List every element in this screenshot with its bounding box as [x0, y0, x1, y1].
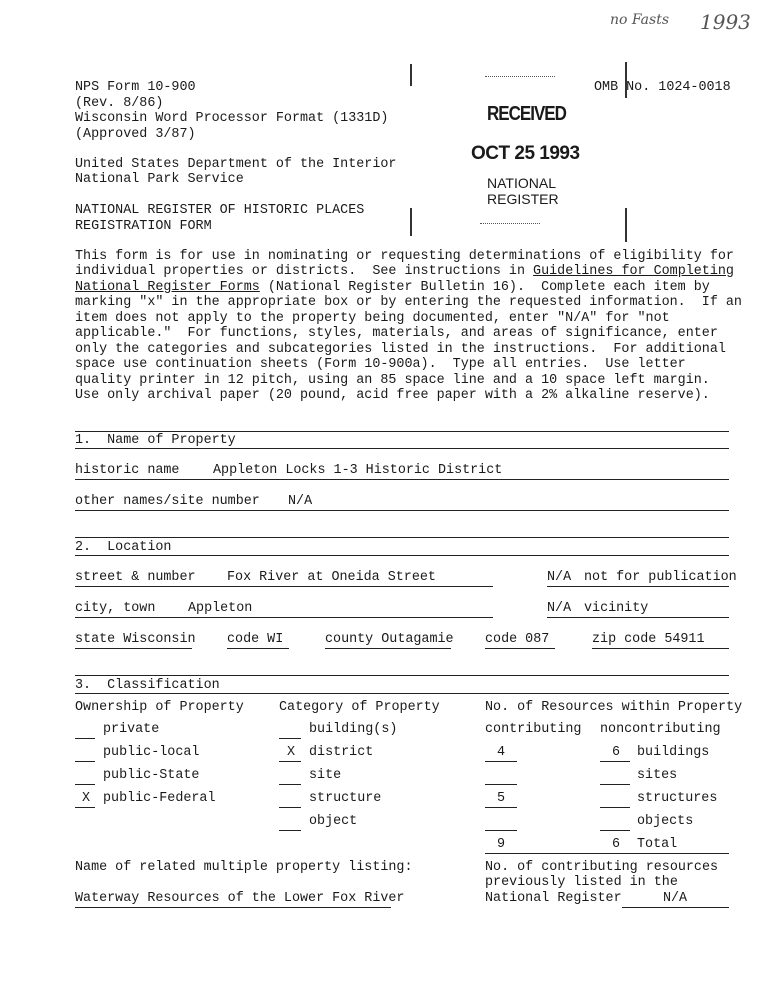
count-line [485, 830, 517, 831]
field-line [547, 586, 729, 587]
previous-listed-line: No. of contributing resources [485, 860, 719, 875]
resources-header: No. of Resources within Property [485, 700, 743, 715]
ownership-mark: X [81, 791, 91, 806]
section-divider [75, 537, 729, 538]
city-label: city, town [75, 601, 156, 616]
field-line [75, 907, 391, 908]
checkbox-line [75, 738, 95, 739]
form-subtitle: REGISTRATION FORM [75, 219, 212, 234]
vicinity-value: N/A [547, 601, 572, 616]
stamp-register: REGISTER [487, 191, 559, 207]
category-mark: X [286, 745, 296, 760]
agency-service: National Park Service [75, 172, 244, 187]
checkbox-line [75, 807, 95, 808]
instructions-line [75, 280, 710, 296]
field-line [75, 586, 493, 587]
form-revision: (Rev. 8/86) [75, 96, 164, 111]
other-names-label: other names/site number [75, 494, 260, 509]
not-for-publication-label: not for publication [584, 570, 737, 585]
count-line [600, 784, 630, 785]
category-label: site [309, 768, 342, 783]
stamp-national: NATIONAL [487, 175, 556, 191]
checkbox-line [279, 807, 301, 808]
instructions-line: space use continuation sheets (Form 10-900a). Type all entries. Use letter [75, 357, 686, 372]
ownership-header: Ownership of Property [75, 700, 244, 715]
stamp-dash-top [485, 76, 555, 77]
received-stamp: RECEIVED [487, 102, 566, 125]
historic-name-value: Appleton Locks 1-3 Historic District [213, 463, 503, 478]
field-line [75, 479, 729, 480]
field-line [75, 617, 493, 618]
field-line [325, 648, 451, 649]
contributing-count: 4 [496, 745, 506, 760]
stamp-tick-left-bottom [410, 208, 412, 236]
state-code-field: code WI [227, 632, 284, 647]
instructions-line: quality printer in 12 pitch, using an 85 space line and a 10 space left margin. [75, 373, 710, 388]
total-label: Total [637, 837, 678, 852]
city-value: Appleton [188, 601, 253, 616]
checkbox-line [279, 738, 301, 739]
section-underline [75, 555, 729, 556]
noncontributing-count: 6 [611, 745, 621, 760]
received-date: OCT 25 1993 [471, 143, 580, 164]
section-2-heading: 2. Location [75, 540, 172, 555]
checkbox-line [279, 761, 301, 762]
count-line [600, 807, 630, 808]
field-line [227, 648, 289, 649]
noncontributing-header: noncontributing [600, 722, 721, 737]
field-line [485, 648, 555, 649]
form-title: NATIONAL REGISTER OF HISTORIC PLACES [75, 203, 365, 218]
previous-listed-line: previously listed in the [485, 875, 678, 890]
count-line [485, 784, 517, 785]
historic-name-label: historic name [75, 463, 180, 478]
category-header: Category of Property [279, 700, 440, 715]
total-line [485, 853, 729, 854]
count-line [485, 761, 517, 762]
stamp-tick-right-bottom [625, 208, 627, 242]
zip-code-field: zip code 54911 [592, 632, 705, 647]
related-listing-label: Name of related multiple property listing: [75, 860, 413, 875]
handwritten-note: no Fasts [610, 12, 670, 28]
instructions-line: item does not apply to the property being documented, enter "N/A" for "not [75, 311, 670, 326]
instructions-line: Use only archival paper (20 pound, acid free paper with a 2% alkaline reserve). [75, 388, 710, 403]
field-line [75, 648, 192, 649]
contributing-total: 9 [496, 837, 506, 852]
category-label: object [309, 814, 358, 829]
section-divider [75, 431, 729, 432]
stamp-tick-left-top [410, 64, 412, 86]
field-line [592, 648, 729, 649]
related-listing-value: Waterway Resources of the Lower Fox River [75, 891, 405, 906]
category-label: structure [309, 791, 382, 806]
instructions-line: This form is for use in nominating or requesting determinations of eligibility for [75, 249, 734, 264]
count-line [600, 761, 630, 762]
guidelines-reference: Guidelines for Completing [533, 264, 734, 279]
vicinity-label: vicinity [584, 601, 649, 616]
section-3-heading: 3. Classification [75, 678, 220, 693]
instructions-text: (National Register Bulletin 16). Complete each item by [259, 280, 710, 295]
previous-listed-value: N/A [662, 891, 688, 906]
agency-department: United States Department of the Interior [75, 157, 397, 172]
resource-label: objects [637, 814, 694, 829]
omb-number: OMB No. 1024-0018 [594, 80, 731, 95]
instructions-line: marking "x" in the appropriate box or by entering the requested information. If an [75, 295, 742, 310]
resource-label: sites [637, 768, 678, 783]
form-format: Wisconsin Word Processor Format (1331D) [75, 111, 389, 126]
resource-label: structures [637, 791, 718, 806]
ownership-label: private [103, 722, 160, 737]
section-divider [75, 675, 729, 676]
checkbox-line [75, 761, 95, 762]
nr-forms-reference: National Register Forms [75, 280, 260, 295]
checkbox-line [279, 830, 301, 831]
stamp-dash-bottom [480, 223, 540, 224]
ownership-label: public-State [103, 768, 200, 783]
state-field: state Wisconsin [75, 632, 196, 647]
handwritten-number: 1993 [700, 10, 751, 34]
not-for-publication-value: N/A [547, 570, 572, 585]
ownership-label: public-Federal [103, 791, 216, 806]
count-line [600, 830, 630, 831]
checkbox-line [279, 784, 301, 785]
stamp-tick-right-top [625, 62, 627, 98]
form-approved: (Approved 3/87) [75, 127, 196, 142]
field-line [622, 907, 729, 908]
county-code-field: code 087 [485, 632, 550, 647]
category-label: building(s) [309, 722, 398, 737]
field-line [547, 617, 729, 618]
ownership-label: public-local [103, 745, 200, 760]
instructions-line: only the categories and subcategories listed in the instructions. For additional [75, 342, 726, 357]
instructions-text: individual properties or districts. See instructions in [75, 264, 534, 279]
section-1-heading: 1. Name of Property [75, 433, 236, 448]
instructions-line [75, 264, 734, 280]
county-field: county Outagamie [325, 632, 454, 647]
checkbox-line [75, 784, 95, 785]
street-label: street & number [75, 570, 196, 585]
noncontributing-total: 6 [611, 837, 621, 852]
previous-listed-line: National Register [485, 891, 622, 906]
other-names-value: N/A [288, 494, 313, 509]
field-line [75, 510, 729, 511]
resource-label: buildings [637, 745, 710, 760]
contributing-count: 5 [496, 791, 506, 806]
street-value: Fox River at Oneida Street [227, 570, 436, 585]
section-underline [75, 448, 729, 449]
category-label: district [309, 745, 374, 760]
form-number: NPS Form 10-900 [75, 80, 196, 95]
instructions-line: applicable." For functions, styles, materials, and areas of significance, enter [75, 326, 718, 341]
count-line [485, 807, 517, 808]
section-underline [75, 693, 729, 694]
contributing-header: contributing [485, 722, 582, 737]
